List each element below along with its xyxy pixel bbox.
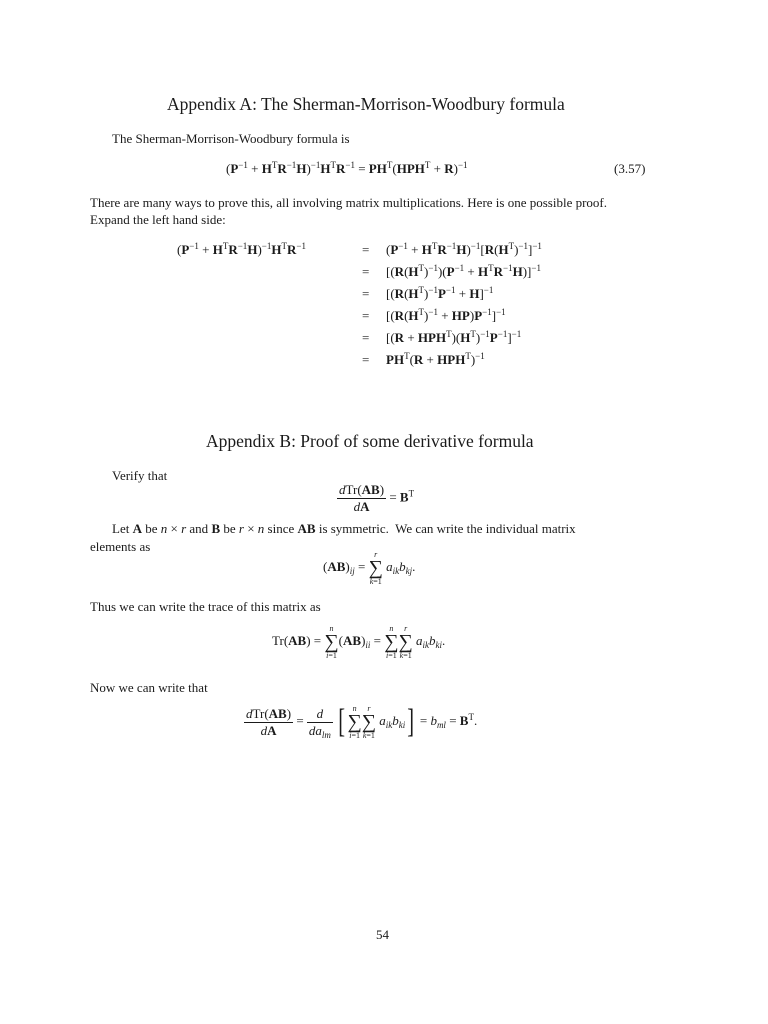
derivation-lhs: $(P^{-1} + H^TR^{-1}H)^{-1}H^TR^{-1}$: [177, 241, 306, 257]
appendix-a-paragraph-line-2: Expand the left hand side:: [90, 212, 226, 227]
derivation-eq-4: =: [362, 308, 370, 323]
let-paragraph-line-2: elements as: [90, 539, 151, 554]
derivation-step-5: $[(R + HPH^T)(H^T)^{-1}P^{-1}]^{-1}$: [386, 329, 522, 345]
appendix-a-intro: The Sherman-Morrison-Woodbury formula is: [112, 131, 350, 146]
final-derivative-formula: $\frac{\text{dTr(AB)}}{dA}$ = $\frac{d}{da_{lm}}$ [ n ∑ i=1 r ∑ k=1 $a_{ik}b_{ki}] = b_{ml} = B^T$.: [246, 703, 478, 740]
smw-formula: $(P^{-1} + H^TR^{-1}H)^{-1}H^TR^{-1} = PH^T(HPH^T + R)^{-1}$: [226, 160, 468, 176]
derivation-eq-3: =: [362, 286, 370, 301]
derivation-step-3: [$(R(H^T)^{-1}P^{-1} + H]^{-1}$: [386, 285, 494, 301]
appendix-a-paragraph-line-1: There are many ways to prove this, all involving matrix multiplications. Here is one possible proof.: [90, 195, 607, 210]
derivation-eq-6: =: [362, 352, 370, 367]
trace-intro: Thus we can write the trace of this matrix as: [90, 599, 321, 614]
trace-formula: Tr(AB) = n ∑ i=1 $(AB)_{ii}$ = n ∑ i=1 r ∑ k=1 $a_{ik}b_{ki}$.: [272, 624, 446, 660]
derivation-step-2: $[(R(H^T)^{-1})(P^{-1} + H^TR^{-1}H)]^{-1}$: [386, 263, 541, 279]
derivation-eq-2: =: [362, 264, 370, 279]
derivation-step-1: $(P^{-1} + H^TR^{-1}H)^{-1}[R(H^T)^{-1}]^{-1}$: [386, 241, 542, 257]
derivation-step-4: $[(R(H^T)^{-1} + HP)P^{-1}]^{-1}$: [386, 307, 506, 323]
derivation-step-6: $PH^T(R + HPH^T)^{-1}$: [386, 351, 485, 367]
appendix-b-title: Appendix B: Proof of some derivative formula: [206, 431, 534, 451]
derivation-eq-5: =: [362, 330, 370, 345]
equation-number: (3.57): [614, 161, 646, 176]
let-paragraph-line-1: Let A be n × r and B be r × n since AB is symmetric. We can write the individual matrix: [112, 521, 576, 536]
page-number: 54: [376, 927, 389, 942]
appendix-a-title: Appendix A: The Sherman-Morrison-Woodbury formula: [167, 94, 565, 114]
matrix-element-formula: $(AB)_{ij}$ = r ∑ k=1 $a_{ik}b_{kj}$.: [323, 550, 416, 586]
now-intro: Now we can write that: [90, 680, 208, 695]
derivative-identity: $\frac{\text{dTr(AB)}}{dA}$ = $B^T$: [339, 482, 415, 514]
verify-text: Verify that: [112, 468, 168, 483]
derivation-eq-1: =: [362, 242, 370, 257]
